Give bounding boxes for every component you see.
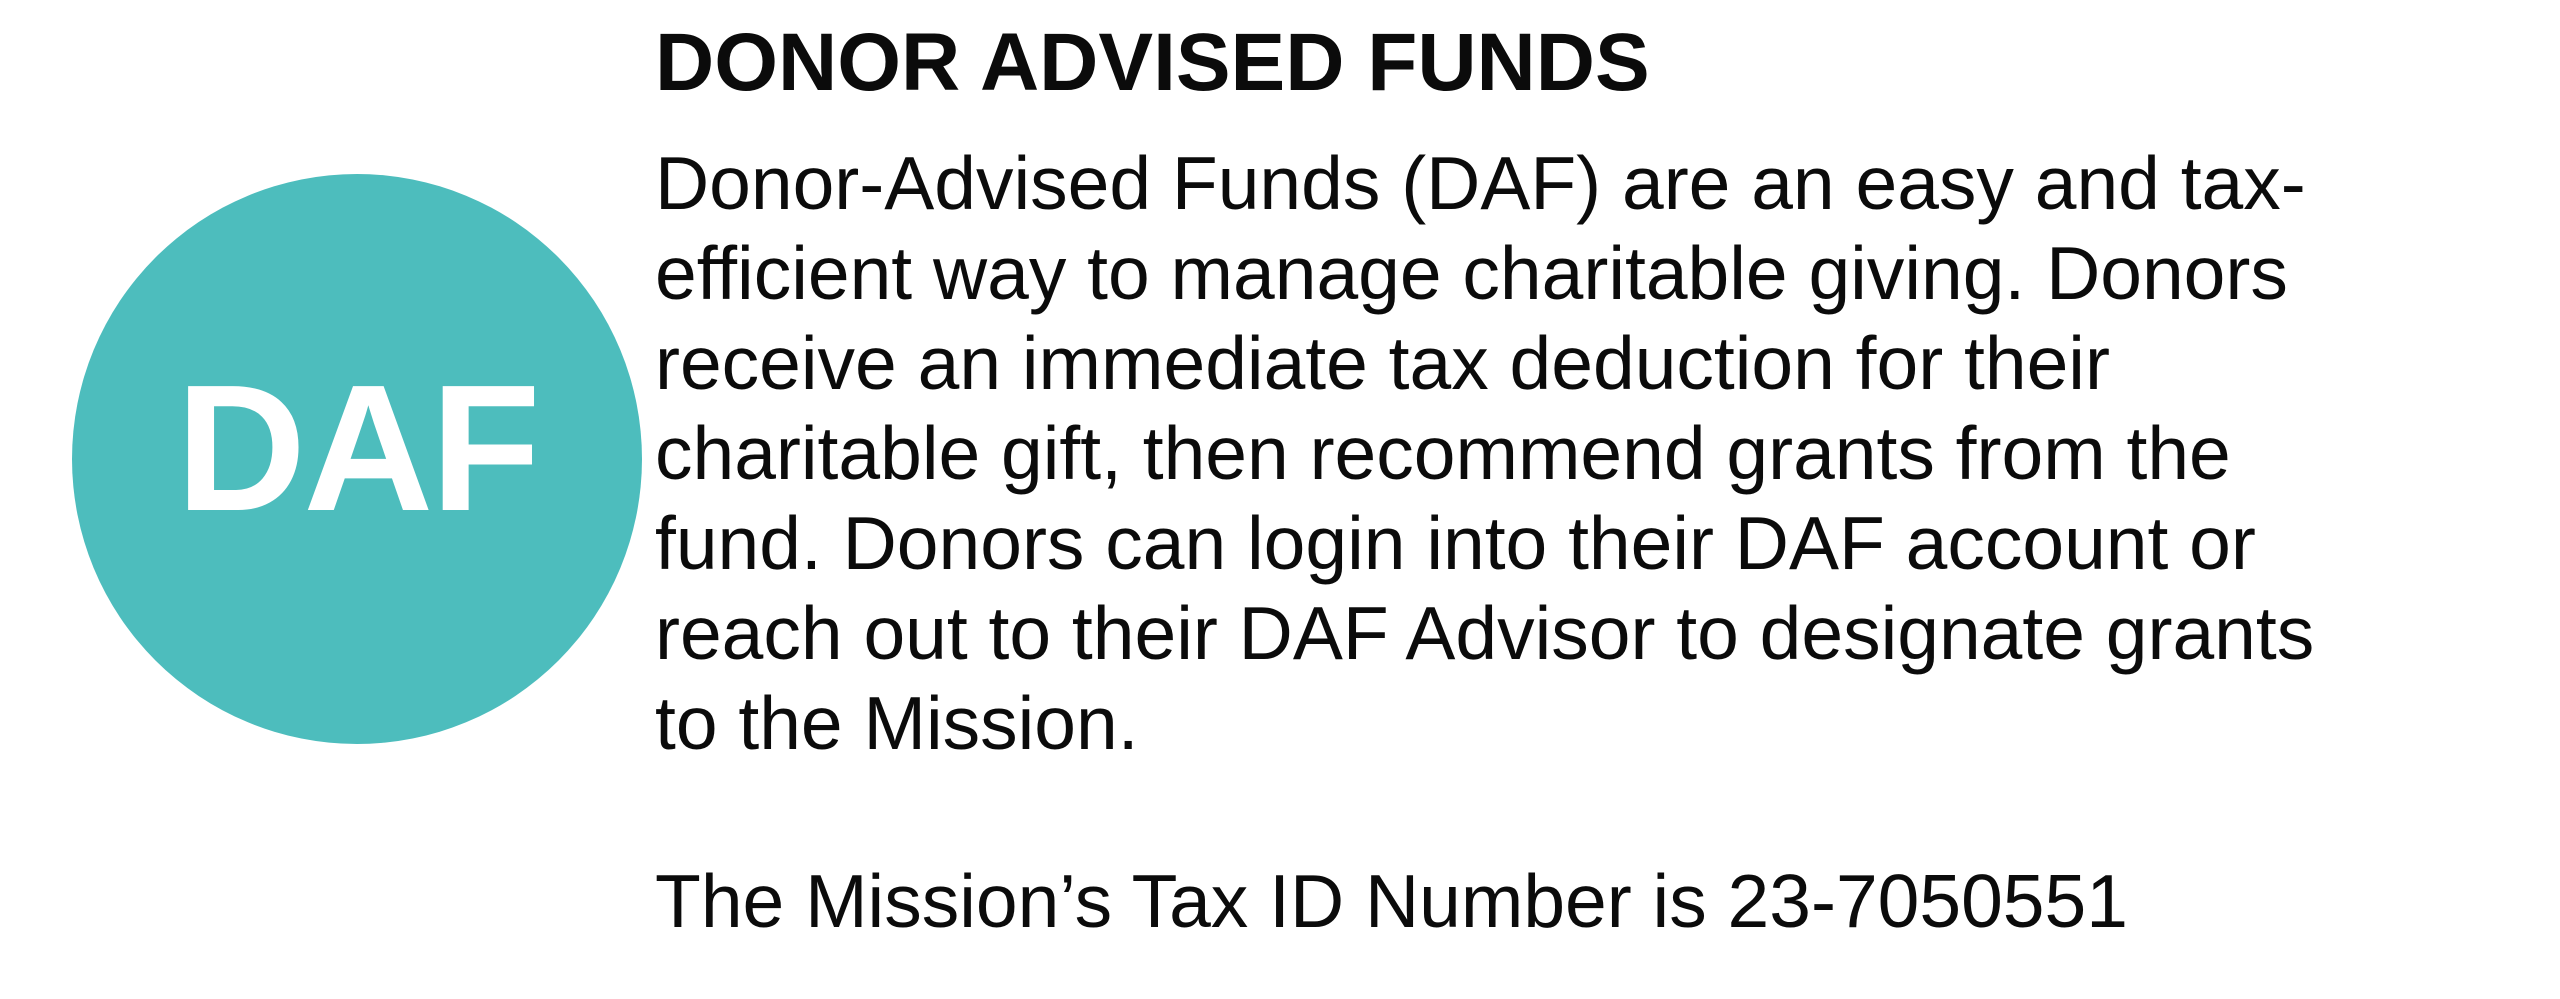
description-line: charitable gift, then recommend grants from the (655, 411, 2231, 495)
description-line: to the Mission. (655, 681, 1139, 765)
description-line: receive an immediate tax deduction for their (655, 321, 2110, 405)
page-title: DONOR ADVISED FUNDS (655, 17, 1650, 108)
description-line: fund. Donors can login into their DAF account or (655, 501, 2256, 585)
tax-id-line: The Mission’s Tax ID Number is 23-7050551 (655, 859, 2128, 943)
daf-description (655, 138, 2314, 768)
description-line: reach out to their DAF Advisor to designate grants (655, 591, 2315, 675)
daf-badge-label: DAF (176, 348, 538, 549)
description-line: efficient way to manage charitable giving. Donors (655, 231, 2288, 315)
description-line: Donor-Advised Funds (DAF) are an easy and tax- (655, 141, 2306, 225)
